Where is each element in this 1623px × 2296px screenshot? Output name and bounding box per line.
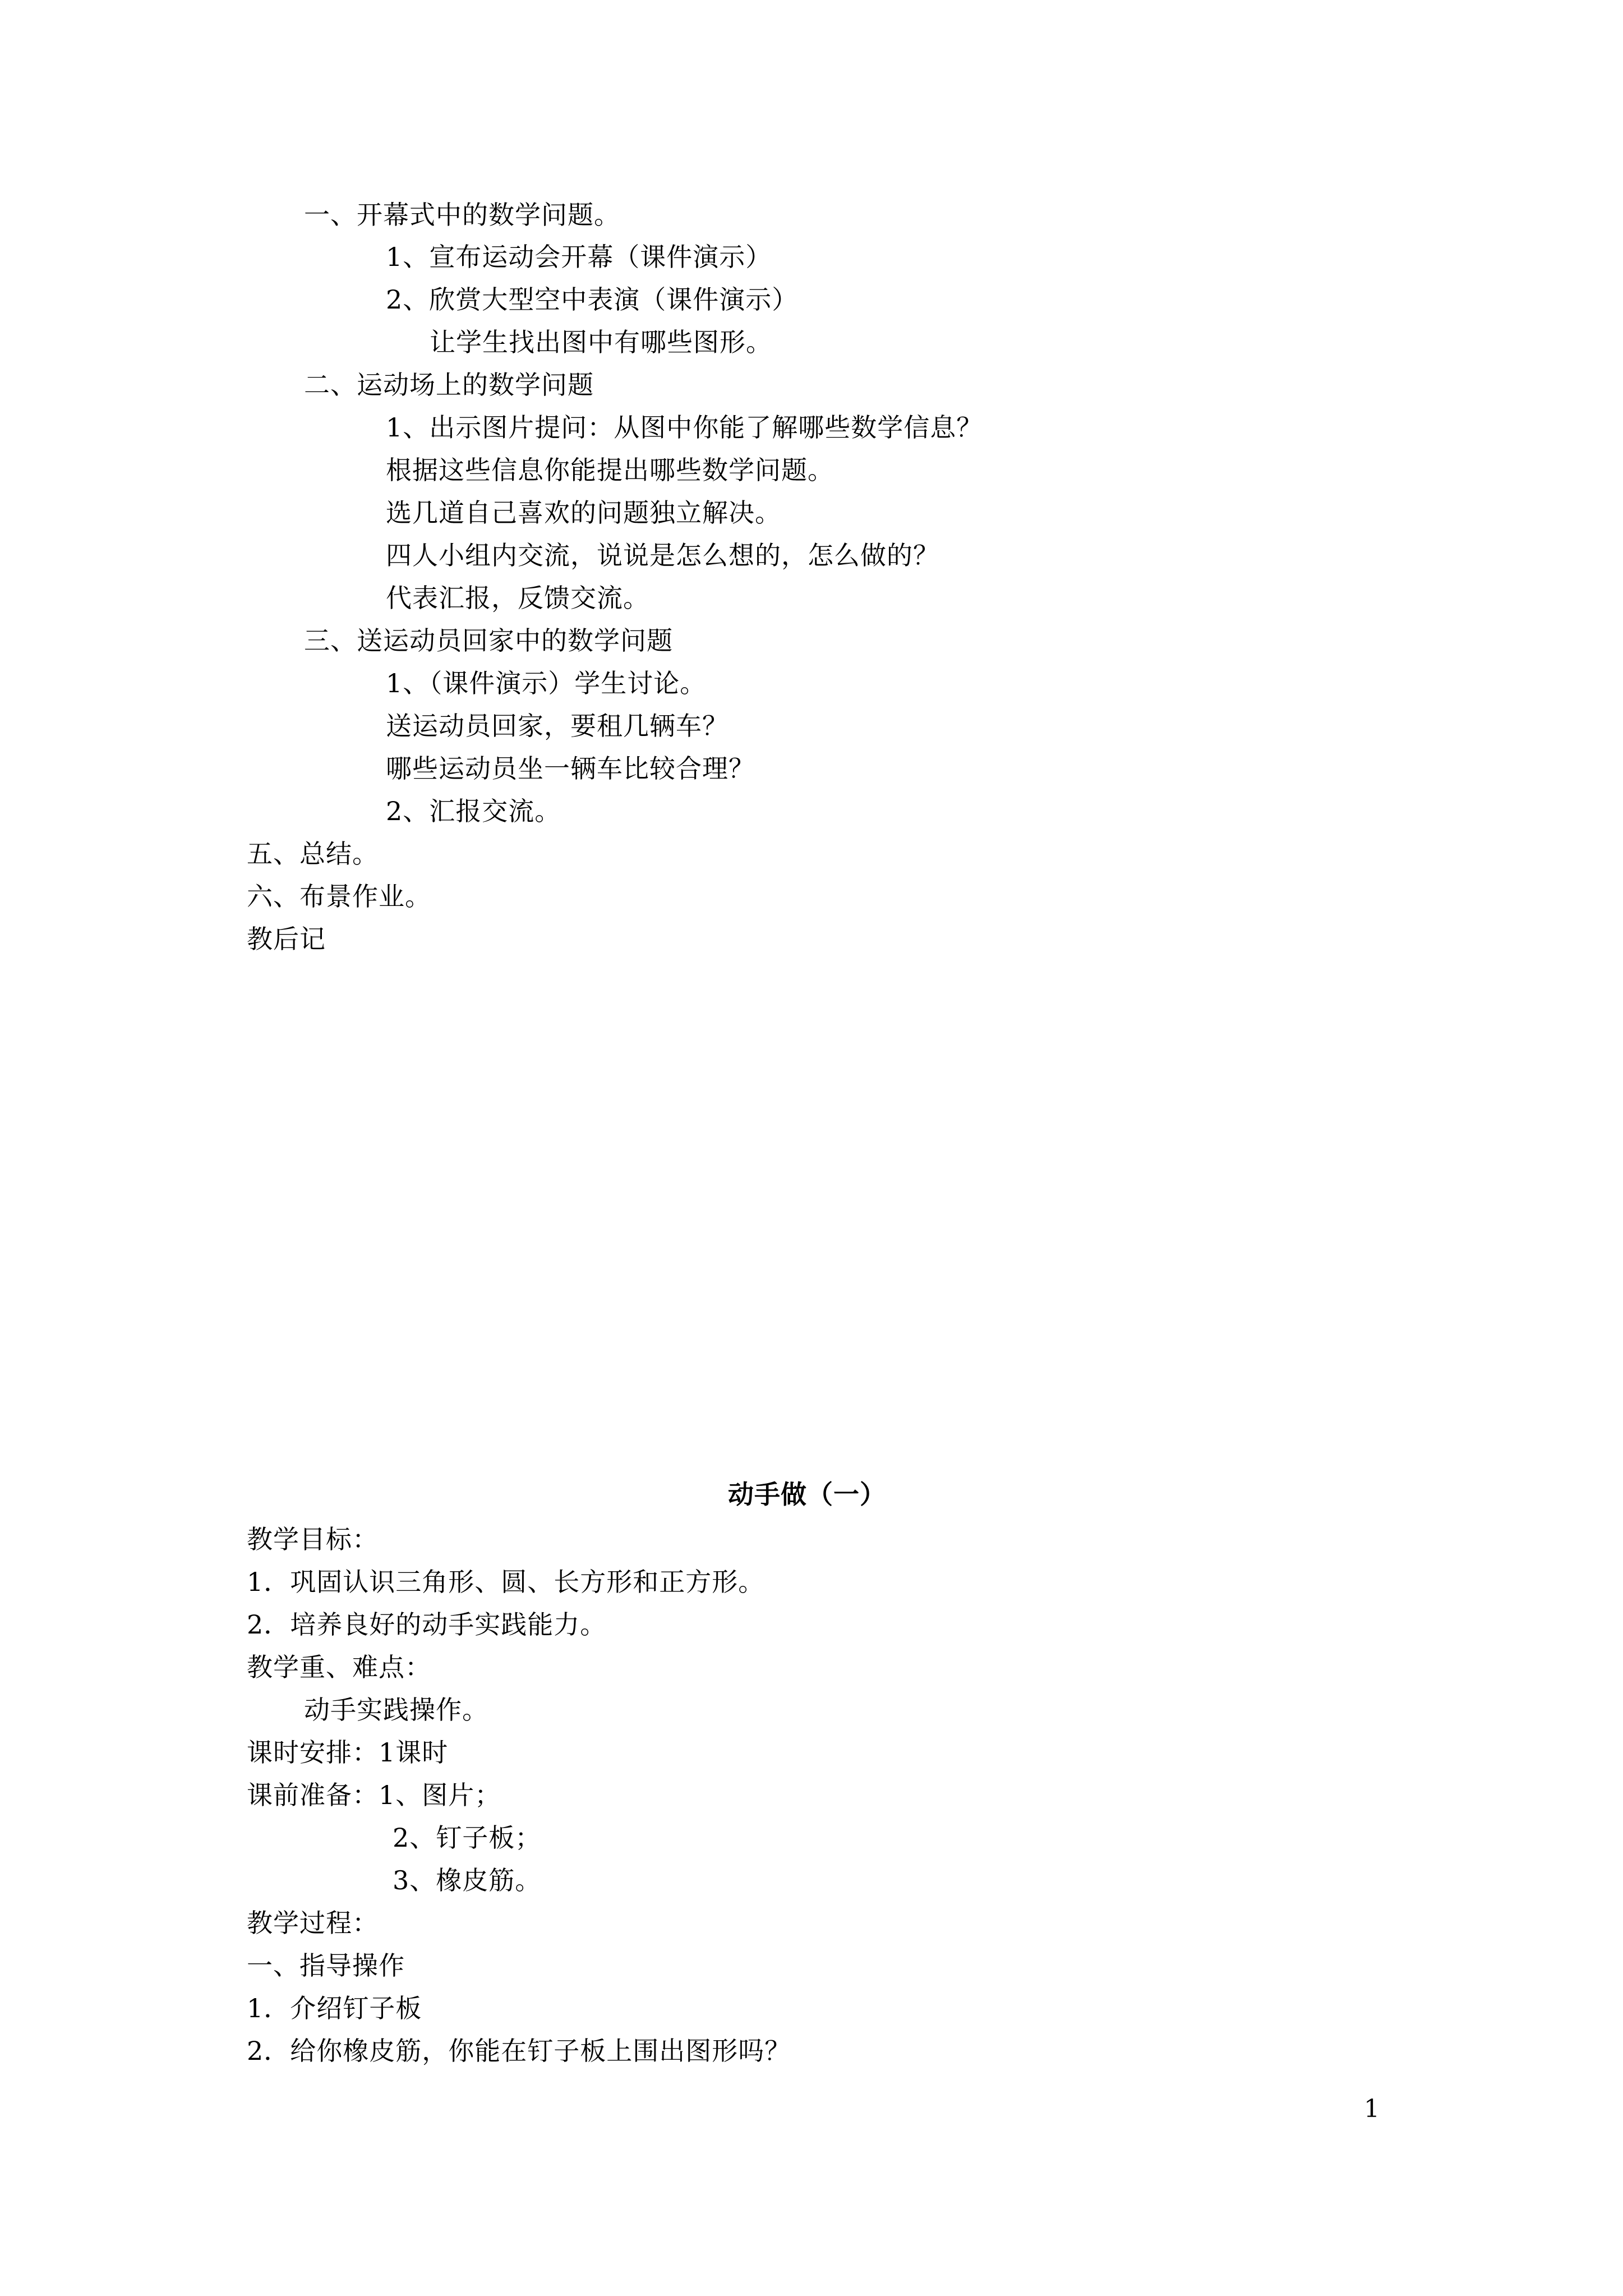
heading-summary: 五、总结。 [247, 839, 379, 869]
label-key-points: 教学重、难点： [247, 1652, 431, 1682]
objective-2: 2．培养良好的动手实践能力。 [247, 1609, 607, 1640]
step-show-picture: 1、出示图片提问：从图中你能了解哪些数学信息？ [386, 412, 983, 443]
step-find-shapes: 让学生找出图中有哪些图形。 [430, 327, 772, 357]
step-rubber-band-shapes: 2．给你橡皮筋，你能在钉子板上围出图形吗？ [247, 2036, 791, 2066]
step-solve-independently: 选几道自己喜欢的问题独立解决。 [386, 498, 781, 528]
heading-post-lesson-notes: 教后记 [247, 924, 326, 954]
step-student-discussion: 1、（课件演示）学生讨论。 [386, 668, 707, 698]
key-point-hands-on: 动手实践操作。 [304, 1695, 488, 1725]
step-air-show: 2、欣赏大型空中表演（课件演示） [386, 284, 799, 315]
step-group-exchange: 四人小组内交流，说说是怎么想的，怎么做的？ [386, 540, 939, 570]
page-number: 1 [1364, 2095, 1380, 2123]
preparation-item-2: 2、钉子板； [393, 1823, 542, 1853]
preparation-item-3: 3、橡皮筋。 [393, 1865, 542, 1895]
step-seat-assignment: 哪些运动员坐一辆车比较合理？ [386, 753, 755, 784]
step-ask-questions: 根据这些信息你能提出哪些数学问题。 [386, 455, 834, 485]
label-class-hours: 课时安排：1课时 [247, 1737, 449, 1768]
heading-sports-field: 二、运动场上的数学问题 [304, 370, 594, 400]
heading-send-athletes-home: 三、送运动员回家中的数学问题 [304, 625, 673, 656]
step-introduce-pegboard: 1．介绍钉子板 [247, 1993, 422, 2023]
label-teaching-objectives: 教学目标： [247, 1524, 379, 1554]
label-teaching-process: 教学过程： [247, 1908, 379, 1938]
objective-1: 1．巩固认识三角形、圆、长方形和正方形。 [247, 1567, 765, 1597]
lesson-title: 动手做（一） [728, 1479, 886, 1510]
step-rent-vehicles: 送运动员回家，要租几辆车？ [386, 711, 728, 741]
step-report-feedback: 代表汇报，反馈交流。 [386, 583, 649, 613]
step-report-exchange: 2、汇报交流。 [386, 796, 561, 826]
label-preparation: 课前准备：1、图片； [247, 1780, 501, 1810]
heading-opening-ceremony: 一、开幕式中的数学问题。 [304, 200, 620, 230]
step-announce-opening: 1、宣布运动会开幕（课件演示） [386, 242, 772, 272]
heading-homework: 六、布景作业。 [247, 881, 431, 912]
heading-guided-operation: 一、指导操作 [247, 1950, 405, 1981]
